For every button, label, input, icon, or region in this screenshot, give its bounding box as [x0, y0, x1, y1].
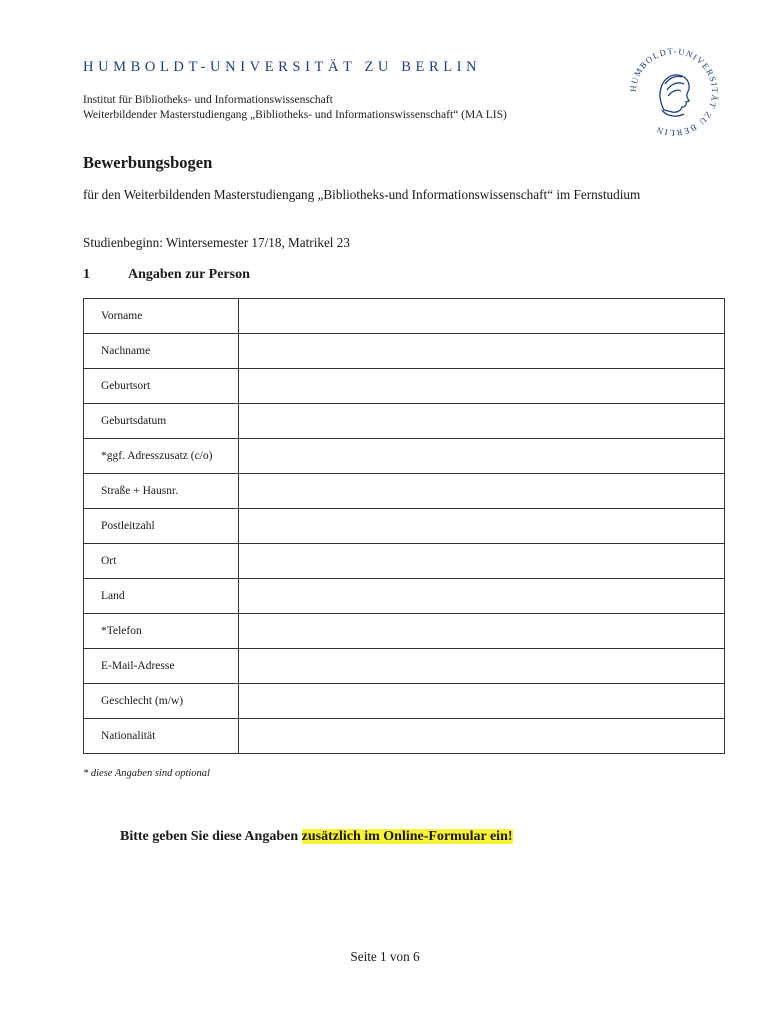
form-row	[84, 334, 725, 369]
optional-footnote: * diese Angaben sind optional	[83, 768, 210, 779]
section-heading	[83, 267, 250, 283]
field-input[interactable]	[239, 544, 725, 579]
svg-text:HUMBOLDT-UNIVERSITÄT ZU BERLIN	[628, 46, 720, 138]
form-row	[84, 544, 725, 579]
field-label: Postleitzahl	[84, 509, 239, 544]
document-subtitle: für den Weiterbildenden Masterstudiengang „Bibliotheks-und Informationswissenschaft“ im Fernstudium	[83, 187, 641, 202]
profile-portrait-icon	[660, 75, 689, 116]
section-title: Angaben zur Person	[128, 267, 250, 282]
personal-data-table	[83, 298, 725, 754]
form-row	[84, 474, 725, 509]
field-input[interactable]	[239, 579, 725, 614]
form-row	[84, 684, 725, 719]
form-row	[84, 509, 725, 544]
field-label: Land	[84, 579, 239, 614]
field-input[interactable]	[239, 719, 725, 754]
online-form-notice	[120, 829, 513, 845]
field-label: Vorname	[84, 299, 239, 334]
form-row	[84, 614, 725, 649]
form-row	[84, 369, 725, 404]
field-label: Nationalität	[84, 719, 239, 754]
study-start: Studienbeginn: Wintersemester 17/18, Matrikel 23	[83, 235, 350, 250]
program-name: Weiterbildender Masterstudiengang „Bibliotheks- und Informationswissenschaft“ (MA LIS)	[83, 108, 507, 121]
form-row	[84, 649, 725, 684]
form-row	[84, 404, 725, 439]
field-input[interactable]	[239, 439, 725, 474]
institute-block	[83, 93, 507, 122]
form-row	[84, 719, 725, 754]
university-seal-logo	[626, 44, 722, 140]
field-input[interactable]	[239, 334, 725, 369]
university-name: HUMBOLDT-UNIVERSITÄT ZU BERLIN	[83, 59, 482, 75]
field-label: E-Mail-Adresse	[84, 649, 239, 684]
field-input[interactable]	[239, 404, 725, 439]
field-label: Geschlecht (m/w)	[84, 684, 239, 719]
institute-name: Institut für Bibliotheks- und Informationswissenschaft	[83, 94, 333, 106]
field-input[interactable]	[239, 474, 725, 509]
page-number: Seite 1 von 6	[350, 949, 420, 964]
form-row	[84, 299, 725, 334]
form-row	[84, 439, 725, 474]
field-label: *ggf. Adresszusatz (c/o)	[84, 439, 239, 474]
field-label: Geburtsort	[84, 369, 239, 404]
notice-text: Bitte geben Sie diese Angaben	[120, 829, 302, 844]
field-label: Straße + Hausnr.	[84, 474, 239, 509]
field-label: Nachname	[84, 334, 239, 369]
field-input[interactable]	[239, 369, 725, 404]
field-input[interactable]	[239, 684, 725, 719]
field-input[interactable]	[239, 509, 725, 544]
field-label: Geburtsdatum	[84, 404, 239, 439]
form-row	[84, 579, 725, 614]
field-input[interactable]	[239, 299, 725, 334]
field-input[interactable]	[239, 614, 725, 649]
field-label: *Telefon	[84, 614, 239, 649]
field-label: Ort	[84, 544, 239, 579]
field-input[interactable]	[239, 649, 725, 684]
notice-highlight: zusätzlich im Online-Formular ein!	[301, 829, 513, 844]
section-number: 1	[83, 267, 90, 282]
document-title: Bewerbungsbogen	[83, 153, 213, 172]
seal-lettering: HUMBOLDT-UNIVERSITÄT ZU BERLIN	[627, 45, 721, 139]
